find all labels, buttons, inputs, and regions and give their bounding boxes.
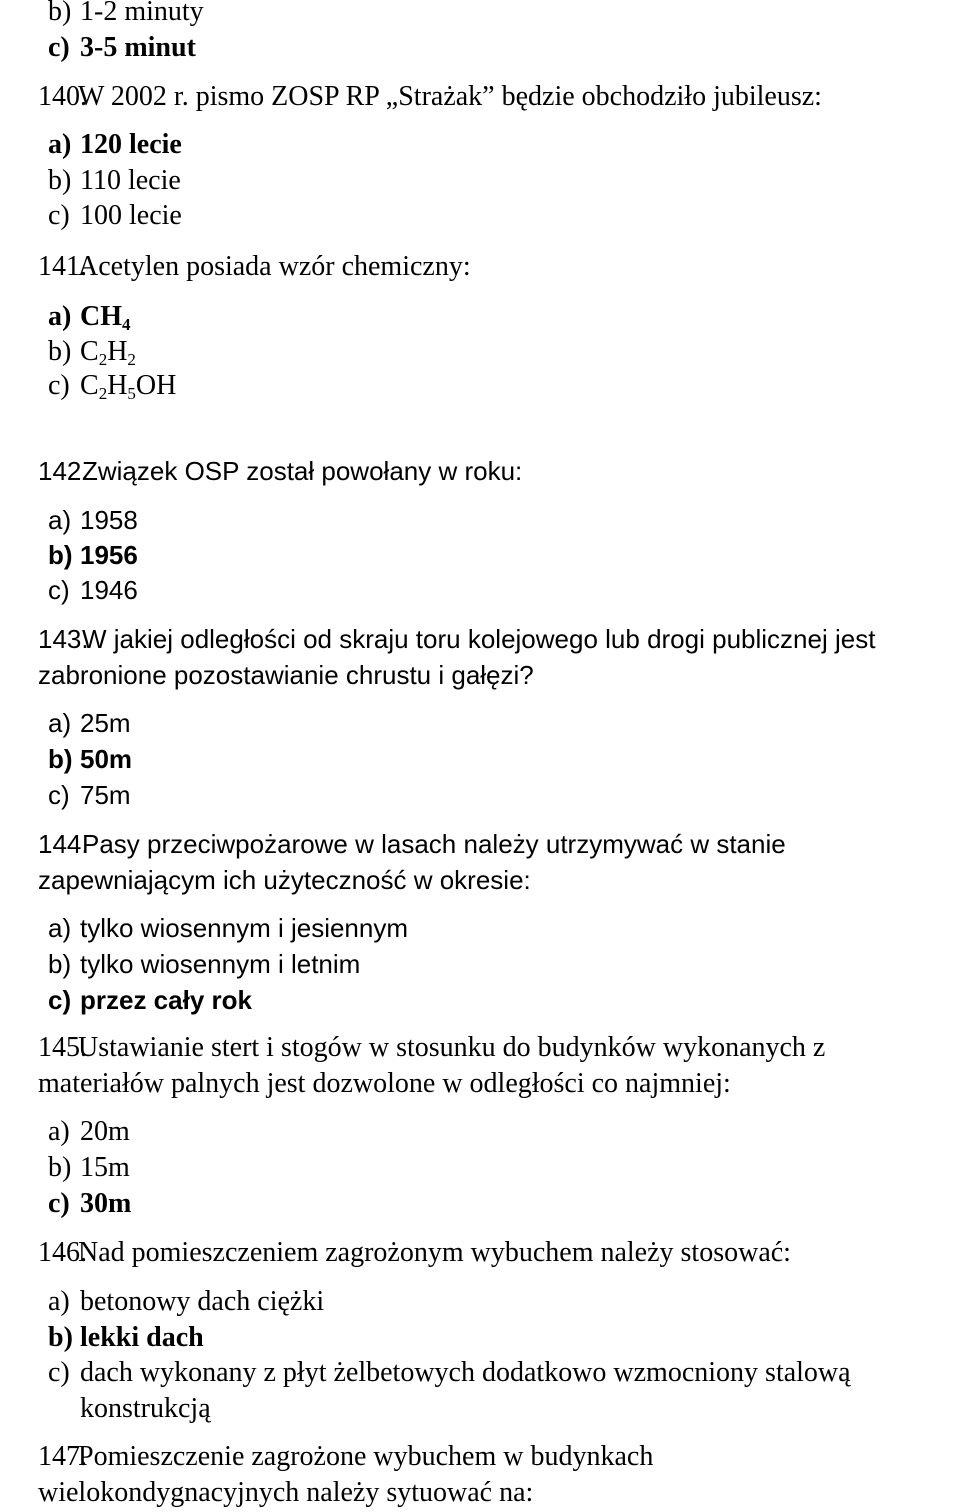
option-b: b) tylko wiosennym i letnim — [48, 949, 361, 979]
option-b-correct: b) lekki dach — [48, 1322, 204, 1353]
option-a: a) 1958 — [48, 505, 138, 535]
question-text: Pasy przeciwpożarowe w lasach należy utrzymywać w stanie — [82, 829, 786, 859]
question-number: 146. — [38, 1237, 87, 1268]
question-number: 143. — [38, 624, 89, 654]
option-a: a) 20m — [48, 1116, 130, 1147]
question-text: Ustawianie stert i stogów w stosunku do budynków wykonanych z — [78, 1032, 826, 1063]
option-a-correct: a) $CH_4$ — [48, 301, 131, 334]
question-143 — [38, 622, 875, 656]
question-145 — [38, 1031, 825, 1065]
question-147 — [38, 1440, 653, 1474]
formula: $C_2H_2$ — [80, 336, 136, 369]
question-text-continued: wielokondygnacyjnych należy sytuować na: — [38, 1477, 534, 1508]
question-number: 144. — [38, 829, 89, 859]
formula: $C_2H_5OH$ — [80, 370, 177, 403]
option-b-correct: b) 50m — [48, 744, 133, 774]
question-text-continued: zapewniającym ich użyteczność w okresie: — [38, 865, 531, 895]
question-text-continued: materiałów palnych jest dozwolone w odległości co najmniej: — [38, 1068, 731, 1099]
question-146 — [38, 1236, 791, 1270]
question-144 — [38, 827, 786, 861]
question-text: W 2002 r. pismo ZOSP RP „Strażak” będzie obchodziło jubileusz: — [78, 81, 822, 112]
question-text: Acetylen posiada wzór chemiczny: — [78, 251, 471, 282]
option-c: c) 75m — [48, 780, 131, 810]
formula: $CH_4$ — [80, 301, 131, 334]
option-b: b) 1-2 minuty — [48, 0, 204, 29]
question-text-continued: zabronione pozostawianie chrustu i gałęzi? — [38, 660, 534, 690]
question-text: Nad pomieszczeniem zagrożonym wybuchem należy stosować: — [78, 1237, 791, 1268]
question-text: Pomieszczenie zagrożone wybuchem w budynkach — [78, 1441, 654, 1472]
question-141 — [38, 250, 471, 284]
option-text-continued: konstrukcją — [80, 1393, 211, 1424]
option-a-correct: a) 120 lecie — [48, 129, 182, 160]
option-text: 3-5 minut — [80, 32, 196, 63]
option-c-correct: c) 30m — [48, 1188, 132, 1219]
question-number: 140. — [38, 81, 87, 112]
option-b: b) 110 lecie — [48, 165, 181, 196]
option-c: c) $C_2H_5OH$ — [48, 370, 177, 403]
option-c: c) 1946 — [48, 575, 138, 605]
option-c: c) 100 lecie — [48, 200, 182, 231]
question-number: 142. — [38, 456, 89, 486]
question-text: Związek OSP został powołany w roku: — [82, 456, 523, 486]
option-b: b) 15m — [48, 1152, 130, 1183]
question-number: 145. — [38, 1032, 87, 1063]
option-c: c) dach wykonany z płyt żelbetowych dodatkowo wzmocniony stalową — [48, 1357, 851, 1388]
option-a: a) betonowy dach ciężki — [48, 1286, 325, 1317]
question-number: 141. — [38, 251, 87, 282]
question-140 — [38, 80, 822, 114]
option-b: b) $C_2H_2$ — [48, 336, 136, 369]
option-c-correct: c) przez cały rok — [48, 985, 252, 1015]
option-b-correct: b) 1956 — [48, 540, 138, 570]
question-142 — [38, 454, 522, 488]
option-c-correct: c) 3-5 minut — [48, 32, 196, 63]
question-number: 147. — [38, 1441, 87, 1472]
question-text: W jakiej odległości od skraju toru kolejowego lub drogi publicznej jest — [82, 624, 876, 654]
option-a: a) tylko wiosennym i jesiennym — [48, 913, 409, 943]
option-text: 1-2 minuty — [80, 0, 204, 27]
option-a: a) 25m — [48, 708, 131, 738]
